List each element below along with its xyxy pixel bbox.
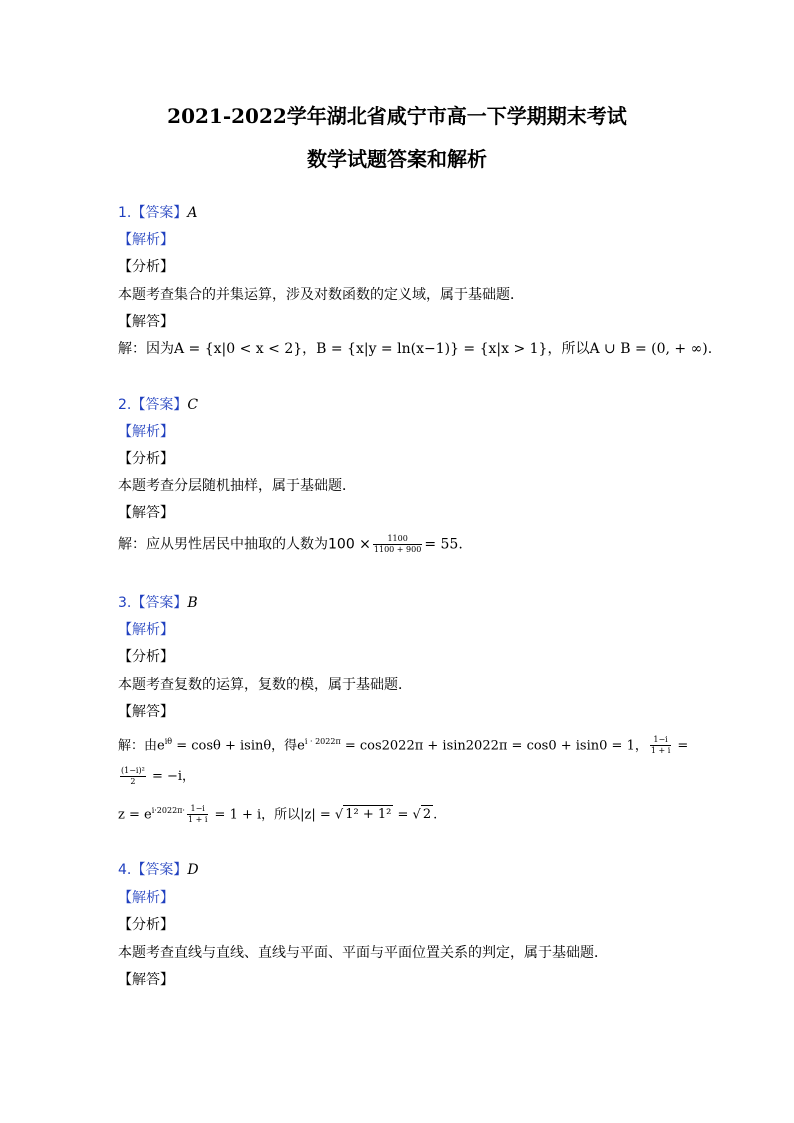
q2-analysis-label: 【分析】 bbox=[118, 451, 174, 467]
answer-label: 【答案】 bbox=[131, 205, 188, 221]
q4-analysis-text: 本题考查直线与直线、直线与平面、平面与平面位置关系的判定，属于基础题． bbox=[118, 945, 608, 961]
q1-solution-lead: 解：因为 bbox=[118, 341, 174, 357]
q2-explain-label: 【解析】 bbox=[118, 424, 174, 440]
q1-analysis-label: 【分析】 bbox=[118, 259, 174, 275]
q3-analysis-text: 本题考查复数的运算，复数的模，属于基础题． bbox=[118, 677, 412, 693]
answer-label: 【答案】 bbox=[131, 397, 188, 413]
q1-answer-line bbox=[118, 204, 197, 222]
q1-analysis-text: 本题考查集合的并集运算，涉及对数函数的定义域，属于基础题． bbox=[118, 287, 524, 303]
q3-solution-line3: $z = e^{i\cdot 2022\pi\cdot}$ $\frac{1-i}{1 + i}$ = 1 + i，所以|z| = √ 1² + 1² = √ 2 . bbox=[118, 804, 438, 825]
q1-number: 1. bbox=[118, 205, 132, 221]
q2-analysis-text: 本题考查分层随机抽样，属于基础题． bbox=[118, 478, 356, 494]
document-subtitle: 数学试题答案和解析 bbox=[307, 147, 487, 171]
q2-solution-tail: = 55. bbox=[424, 536, 463, 553]
q4-answer-line bbox=[118, 861, 199, 879]
q4-explain-label: 【解析】 bbox=[118, 890, 174, 906]
q3-fraction-3: $\frac{1-i}{1 + i}$ bbox=[187, 804, 208, 825]
q1-solution-math: A = {x|0 < x < 2}，B = {x|y = ln(x−1)} = {x|x > 1}，所以A ∪ B = (0, + ∞). bbox=[174, 341, 713, 357]
q4-answer: D bbox=[187, 862, 199, 878]
answer-label: 【答案】 bbox=[131, 862, 188, 878]
q4-analysis-label: 【分析】 bbox=[118, 917, 174, 933]
q4-number: 4. bbox=[118, 862, 132, 878]
q2-number: 2. bbox=[118, 397, 132, 413]
answer-label: 【答案】 bbox=[131, 595, 188, 611]
q3-solution-line2: $\frac{\text{(1−i)²}}{2}$ = −i， bbox=[121, 766, 196, 786]
q3-answer-line bbox=[118, 594, 198, 612]
q2-solution-lead: 解：应从男性居民中抽取的人数为100 × bbox=[118, 536, 371, 553]
q1-solution bbox=[118, 340, 712, 358]
q2-solution-label: 【解答】 bbox=[118, 505, 174, 521]
q1-explain-label: 【解析】 bbox=[118, 232, 174, 248]
q2-answer-line bbox=[118, 396, 198, 414]
q2-answer: C bbox=[187, 397, 199, 413]
q3-analysis-label: 【分析】 bbox=[118, 649, 174, 665]
document-title: 2021-2022学年湖北省咸宁市高一下学期期末考试 bbox=[167, 104, 627, 128]
q2-solution bbox=[118, 534, 463, 555]
q4-solution-label: 【解答】 bbox=[118, 972, 174, 988]
q1-answer: A bbox=[187, 205, 198, 221]
q3-solution-label: 【解答】 bbox=[118, 704, 174, 720]
q3-solution-line1: 解：由$e^{i\theta} = \cos\theta + isin\theta$，得$e^{i \cdot 2022\pi} = \cos 2022\pi + isin2022\pi = \cos 0 + isin0 = 1$， $\frac{1-i}{1 + i}$ = bbox=[118, 735, 689, 756]
q3-explain-label: 【解析】 bbox=[118, 622, 174, 638]
q2-fraction: $\frac{1100}{1100 + 900}$ bbox=[373, 534, 422, 554]
q3-fraction-1: $\frac{1-i}{1 + i}$ bbox=[650, 735, 671, 756]
q1-solution-label: 【解答】 bbox=[118, 314, 174, 330]
q3-answer: B bbox=[187, 595, 198, 611]
q3-fraction-2: $\frac{\text{(1−i)²}}{2}$ bbox=[121, 766, 145, 786]
q3-number: 3. bbox=[118, 595, 132, 611]
